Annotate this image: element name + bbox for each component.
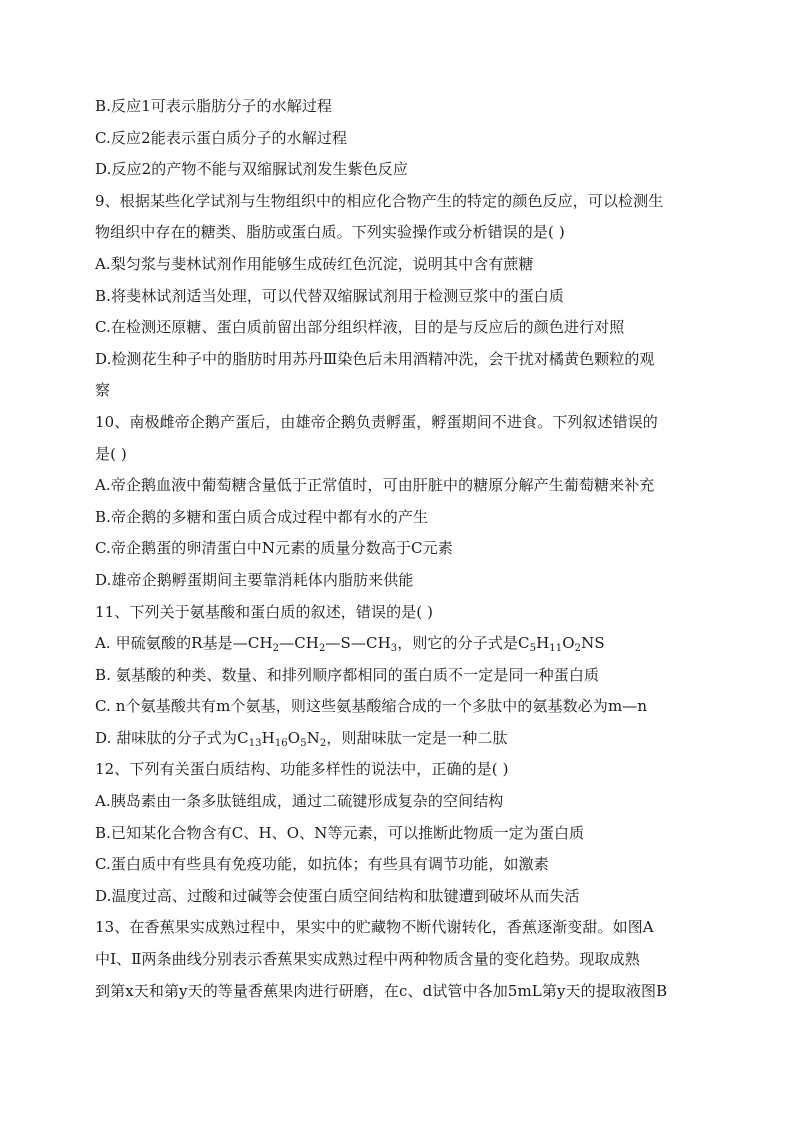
q11-stem: 11、下列关于氨基酸和蛋白质的叙述，错误的是( ) (95, 602, 434, 621)
q11-a-sub1: 2 (272, 643, 280, 655)
q8-option-c: C.反应2能表示蛋白质分子的水解过程 (95, 128, 348, 147)
q11-a-mid2: —S—CH (325, 634, 391, 653)
q12-option-c: C.蛋白质中有些具有免疫功能，如抗体；有些具有调节功能，如激素 (95, 855, 549, 874)
q12-option-d: D.温度过高、过酸和过碱等会使蛋白质空间结构和肽键遭到破坏从而失活 (95, 886, 580, 905)
q12-stem: 12、下列有关蛋白质结构、功能多样性的说法中，正确的是( ) (95, 760, 509, 779)
q11-a-sub5: 11 (549, 643, 563, 655)
q9-stem-line2: 物组织中存在的糖类、脂肪或蛋白质。下列实验操作或分析错误的是( ) (95, 223, 565, 242)
q10-stem-line1: 10、南极雌帝企鹅产蛋后，由雄帝企鹅负责孵蛋，孵蛋期间不进食。下列叙述错误的 (95, 412, 658, 431)
q10-option-c: C.帝企鹅蛋的卵清蛋白中N元素的质量分数高于C元素 (95, 539, 453, 558)
q8-option-d: D.反应2的产物不能与双缩脲试剂发生紫色反应 (95, 160, 409, 179)
q11-a-end: NS (581, 634, 605, 653)
q13-stem-line2: 中Ⅰ、Ⅱ两条曲线分别表示香蕉果实成熟过程中两种物质含量的变化趋势。现取成熟 (95, 950, 640, 969)
q8-option-b: B.反应1可表示脂肪分子的水解过程 (95, 97, 333, 115)
q11-option-d (95, 723, 705, 755)
q11-d-end: ，则甜味肽一定是一种二肽 (326, 728, 508, 747)
q11-option-b: B. 氨基酸的种类、数量、和排列顺序都相同的蛋白质不一定是同一种蛋白质 (95, 665, 600, 684)
q9-stem-line1: 9、根据某些化学试剂与生物组织中的相应化合物产生的特定的颜色反应，可以检测生 (95, 191, 664, 210)
q10-option-b: B.帝企鹅的多糖和蛋白质合成过程中都有水的产生 (95, 507, 429, 526)
q11-a-sub3: 3 (390, 643, 398, 655)
q11-option-c: C. n个氨基酸共有m个氨基，则这些氨基酸缩合成的一个多肽中的氨基数必为m—n (95, 697, 648, 716)
q10-option-a: A.帝企鹅血液中葡萄糖含量低于正常值时，可由肝脏中的糖原分解产生葡萄糖来补充 (95, 476, 655, 495)
q11-d-sub4: 2 (319, 737, 327, 749)
q11-a-mid4: H (536, 634, 550, 653)
q9-option-b: B.将斐林试剂适当处理，可以代替双缩脲试剂用于检测豆浆中的蛋白质 (95, 286, 564, 305)
q11-d-text: D. 甜味肽的分子式为C (95, 728, 249, 747)
q9-option-d-cont: 察 (95, 381, 111, 400)
q11-d-sub2: 16 (274, 737, 288, 749)
q11-d-sub1: 13 (248, 737, 262, 749)
q10-stem-line2: 是( ) (95, 444, 127, 463)
q11-d-sub3: 5 (300, 737, 307, 749)
q12-option-b: B.已知某化合物含有C、H、O、N等元素，可以推断此物质一定为蛋白质 (95, 823, 585, 842)
q9-option-a: A.梨匀浆与斐林试剂作用能够生成砖红色沉淀，说明其中含有蔗糖 (95, 254, 534, 273)
q10-option-d: D.雄帝企鹅孵蛋期间主要靠消耗体内脂肪来供能 (95, 570, 414, 589)
q11-a-mid3: ，则它的分子式是C (397, 634, 530, 653)
q11-a-sub2: 2 (318, 643, 326, 655)
q12-option-a: A.胰岛素由一条多肽链组成，通过二硫键形成复杂的空间结构 (95, 792, 504, 811)
q9-option-d: D.检测花生种子中的脂肪时用苏丹Ⅲ染色后未用酒精冲洗，会干扰对橘黄色颗粒的观 (95, 349, 655, 368)
q13-stem-line1: 13、在香蕉果实成熟过程中，果实中的贮藏物不断代谢转化，香蕉逐渐变甜。如图A (95, 918, 654, 937)
q11-d-mid1: H (261, 728, 275, 747)
q11-option-a (95, 628, 705, 660)
q11-a-mid5: O (562, 634, 575, 653)
document-page (95, 91, 705, 1007)
q11-a-sub6: 2 (574, 643, 582, 655)
q13-stem-line3: 到第x天和第y天的等量香蕉果肉进行研磨，在c、d试管中各加5mL第y天的提取液图B (95, 981, 668, 1000)
q11-a-text: A. 甲硫氨酸的R基是—CH (95, 634, 273, 653)
q11-d-mid2: O (287, 728, 301, 747)
q11-a-sub4: 5 (529, 643, 537, 655)
q11-d-mid3: N (306, 728, 320, 747)
q9-option-c: C.在检测还原糖、蛋白质前留出部分组织样液，目的是与反应后的颜色进行对照 (95, 318, 625, 337)
q11-a-mid1: —CH (279, 634, 319, 653)
